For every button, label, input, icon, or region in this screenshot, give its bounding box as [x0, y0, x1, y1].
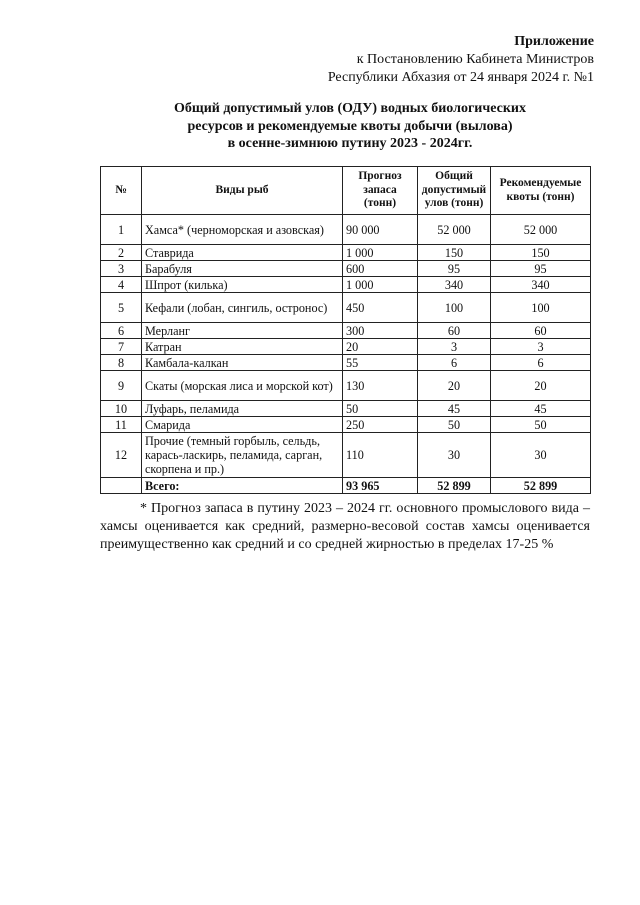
row-species: Ставрида	[142, 245, 343, 261]
row-forecast: 1 000	[343, 245, 418, 261]
row-num: 7	[101, 339, 142, 355]
table-row	[101, 433, 591, 478]
row-quota: 3	[491, 339, 591, 355]
row-species: Кефали (лобан, сингиль, остронос)	[142, 293, 343, 323]
row-quota: 100	[491, 293, 591, 323]
row-species: Хамса* (черноморская и азовская)	[142, 215, 343, 245]
table-row	[101, 215, 591, 245]
row-num: 4	[101, 277, 142, 293]
row-tac: 3	[418, 339, 491, 355]
row-num: 9	[101, 371, 142, 401]
appendix-title: Приложение	[514, 34, 594, 49]
table-row	[101, 261, 591, 277]
row-species: Луфарь, пеламида	[142, 401, 343, 417]
header-quota: Рекомендуемые квоты (тонн)	[491, 167, 591, 215]
document-title	[100, 100, 600, 153]
row-tac: 45	[418, 401, 491, 417]
table-row	[101, 355, 591, 371]
row-species: Шпрот (килька)	[142, 277, 343, 293]
header-species: Виды рыб	[142, 167, 343, 215]
row-forecast: 450	[343, 293, 418, 323]
header-num: №	[101, 167, 142, 215]
row-quota: 20	[491, 371, 591, 401]
row-num: 10	[101, 401, 142, 417]
row-quota: 50	[491, 417, 591, 433]
row-species: Катран	[142, 339, 343, 355]
row-species: Скаты (морская лиса и морской кот)	[142, 371, 343, 401]
appendix-reference-line-2: Республики Абхазия от 24 января 2024 г. №1	[327, 70, 594, 85]
footnote: * Прогноз запаса в путину 2023 – 2024 гг. основного промыслового вида – хамсы оценивается как средний, размерно-весовой состав хамсы оценивается преимущественно как средний и со средней жирностью в пределах 17-25 %	[100, 501, 590, 552]
row-tac: 100	[418, 293, 491, 323]
row-forecast: 110	[343, 433, 418, 478]
table-row	[101, 245, 591, 261]
row-forecast: 90 000	[343, 215, 418, 245]
total-num-cell	[101, 478, 142, 494]
row-species: Камбала-калкан	[142, 355, 343, 371]
row-forecast: 250	[343, 417, 418, 433]
row-tac: 95	[418, 261, 491, 277]
row-quota: 60	[491, 323, 591, 339]
row-tac: 52 000	[418, 215, 491, 245]
row-tac: 20	[418, 371, 491, 401]
table-row	[101, 323, 591, 339]
row-forecast: 300	[343, 323, 418, 339]
table-row	[101, 417, 591, 433]
row-quota: 45	[491, 401, 591, 417]
appendix-reference-line-1: к Постановлению Кабинета Министров	[356, 52, 594, 67]
row-quota: 340	[491, 277, 591, 293]
row-forecast: 1 000	[343, 277, 418, 293]
row-tac: 50	[418, 417, 491, 433]
table-row	[101, 293, 591, 323]
row-num: 2	[101, 245, 142, 261]
row-forecast: 55	[343, 355, 418, 371]
row-num: 11	[101, 417, 142, 433]
header-forecast: Прогноз запаса (тонн)	[343, 167, 418, 215]
total-quota: 52 899	[491, 478, 591, 494]
total-row	[101, 478, 591, 494]
row-quota: 6	[491, 355, 591, 371]
row-num: 3	[101, 261, 142, 277]
row-forecast: 50	[343, 401, 418, 417]
row-species: Прочие (темный горбыль, сельдь, карась-ласкирь, пеламида, сарган, скорпена и пр.)	[142, 433, 343, 478]
quota-table	[100, 166, 591, 494]
row-quota: 30	[491, 433, 591, 478]
row-num: 6	[101, 323, 142, 339]
total-forecast: 93 965	[343, 478, 418, 494]
document-title-line-3: в осенне-зимнюю путину 2023 - 2024гг.	[227, 136, 473, 151]
appendix-header	[328, 33, 594, 87]
row-num: 5	[101, 293, 142, 323]
row-tac: 60	[418, 323, 491, 339]
row-quota: 150	[491, 245, 591, 261]
table-body	[101, 215, 591, 494]
row-species: Барабуля	[142, 261, 343, 277]
row-quota: 95	[491, 261, 591, 277]
row-num: 1	[101, 215, 142, 245]
total-label: Всего:	[142, 478, 343, 494]
row-forecast: 130	[343, 371, 418, 401]
table-row	[101, 339, 591, 355]
document-title-line-1: Общий допустимый улов (ОДУ) водных биологических	[174, 101, 526, 116]
row-tac: 340	[418, 277, 491, 293]
header-tac: Общий допустимый улов (тонн)	[418, 167, 491, 215]
row-tac: 30	[418, 433, 491, 478]
row-num: 8	[101, 355, 142, 371]
row-forecast: 20	[343, 339, 418, 355]
row-species: Смарида	[142, 417, 343, 433]
row-tac: 6	[418, 355, 491, 371]
table-header-row	[101, 167, 591, 215]
document-title-line-2: ресурсов и рекомендуемые квоты добычи (вылова)	[187, 118, 513, 134]
table-row	[101, 401, 591, 417]
table-row	[101, 277, 591, 293]
row-tac: 150	[418, 245, 491, 261]
row-num: 12	[101, 433, 142, 478]
row-species: Мерланг	[142, 323, 343, 339]
row-quota: 52 000	[491, 215, 591, 245]
row-forecast: 600	[343, 261, 418, 277]
table-row	[101, 371, 591, 401]
total-tac: 52 899	[418, 478, 491, 494]
